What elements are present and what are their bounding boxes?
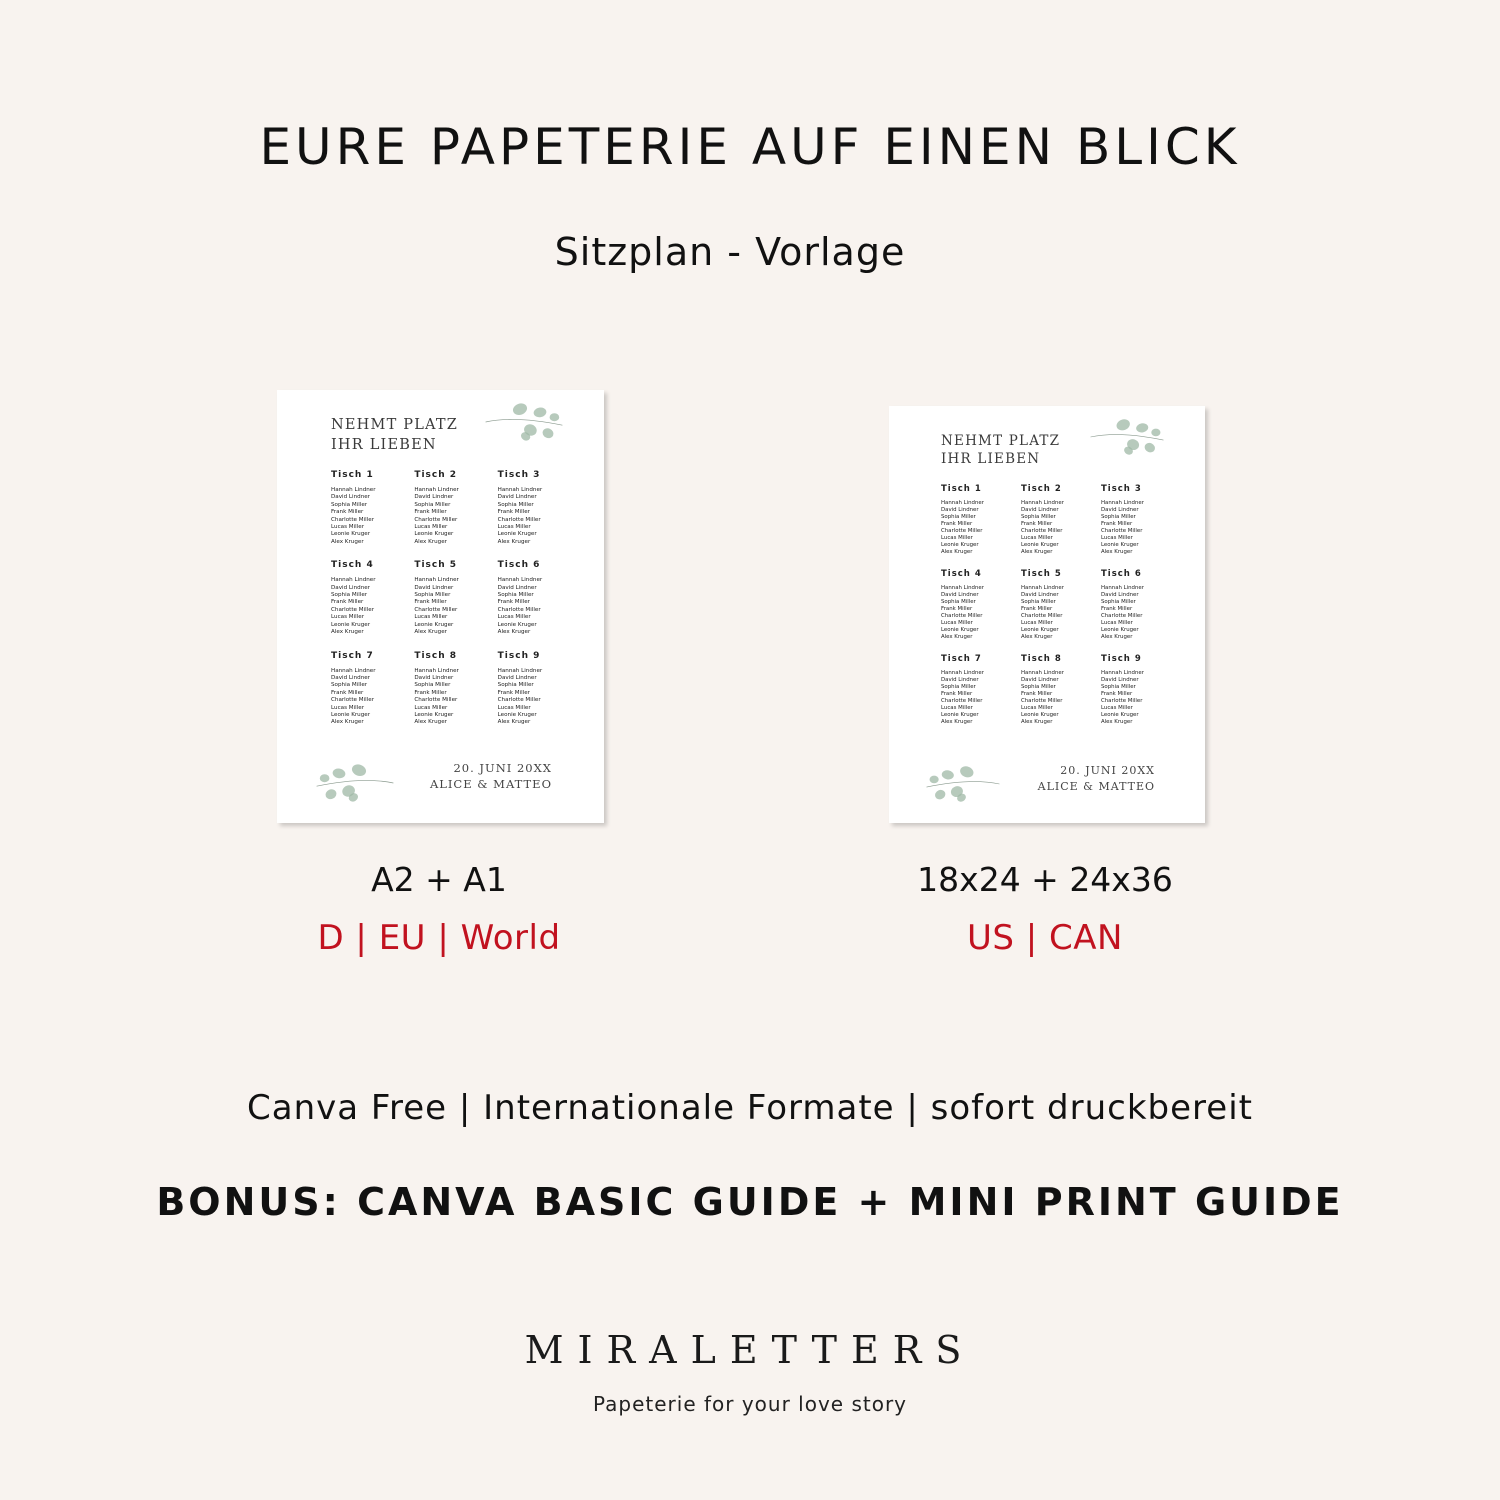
guest-name: Lucas Miller [941,535,973,541]
guest-name: Leonie Kruger [497,621,537,628]
guest-name: Hannah Lindner [497,577,543,584]
guest-name: Lucas Miller [1101,535,1133,541]
guest-name: Charlotte Miller [941,528,983,534]
guest-name: David Lindner [414,674,454,681]
table-title: Tisch 1 [331,470,374,480]
guest-name: David Lindner [941,592,979,598]
guest-name: David Lindner [414,494,454,501]
table-title: Tisch 7 [941,654,982,664]
guest-name: Frank Miller [1021,521,1053,527]
guest-name: Sophia Miller [414,592,451,599]
guest-name: Frank Miller [1101,691,1133,697]
brand-logo: MIRALETTERS [524,1328,976,1372]
table-block [941,654,1021,726]
guest-name: David Lindner [1021,507,1059,513]
table-block [331,651,414,727]
table-block [414,470,497,546]
guest-name: Lucas Miller [497,524,531,531]
table-title: Tisch 9 [497,650,541,661]
table-block [1021,484,1101,556]
guest-name: David Lindner [331,584,370,591]
guest-name: David Lindner [497,584,537,591]
table-block [414,651,497,727]
format-label-us: 18x24 + 24x36 [917,860,1173,899]
guest-name: Sophia Miller [1101,684,1136,690]
guest-name: Frank Miller [1021,606,1053,612]
guest-name: Alex Kruger [331,719,364,726]
guest-name: Charlotte Miller [497,516,541,523]
guest-name: Leonie Kruger [941,627,979,633]
guest-name: Sophia Miller [331,501,368,508]
eucalyptus-branch-icon [484,398,564,446]
guest-name: Frank Miller [331,509,364,516]
guest-name: Leonie Kruger [1021,627,1059,633]
guest-name: Lucas Miller [414,614,448,621]
table-title: Tisch 3 [1101,484,1142,494]
guest-name: Frank Miller [1021,691,1053,697]
guest-name: David Lindner [1101,507,1139,513]
guest-name: Lucas Miller [331,704,364,711]
poster-date: 20. JUNI 20XX [1060,764,1155,778]
guest-name: Hannah Lindner [331,487,376,493]
table-title: Tisch 2 [1021,484,1062,494]
guest-name: David Lindner [497,494,537,501]
guest-name: Hannah Lindner [941,500,984,506]
guest-name: Hannah Lindner [1101,585,1144,591]
poster-footer [430,760,552,793]
guest-name: Lucas Miller [1021,620,1053,626]
table-title: Tisch 3 [497,470,541,480]
guest-name: Hannah Lindner [497,667,543,674]
region-label-us: US | CAN [967,918,1123,958]
guest-name: Leonie Kruger [331,711,371,718]
poster-heading-line1: NEHMT PLATZ [331,417,459,433]
guest-name: Alex Kruger [331,538,364,545]
table-title: Tisch 6 [1101,569,1142,579]
guest-name: David Lindner [331,494,370,501]
table-title: Tisch 5 [1021,569,1062,579]
table-block [1101,484,1181,556]
guest-name: Sophia Miller [497,682,534,689]
guest-name: Charlotte Miller [1021,698,1063,704]
guest-name: Leonie Kruger [331,621,371,628]
table-title: Tisch 5 [414,560,458,571]
guest-name: Lucas Miller [331,614,364,621]
table-block [1101,569,1181,641]
guest-name: Sophia Miller [1021,599,1056,605]
table-block [1021,569,1101,641]
guest-name: Charlotte Miller [414,516,458,523]
eucalyptus-branch-icon [1089,414,1165,460]
table-block [1101,654,1181,726]
seating-plan-preview-a2-a1 [277,390,604,823]
guest-name: Frank Miller [414,509,447,516]
table-title: Tisch 8 [414,650,458,661]
guest-name: Leonie Kruger [331,531,371,538]
guest-name: Alex Kruger [941,719,973,725]
poster-heading [331,416,458,455]
guest-name: Frank Miller [331,599,364,606]
guest-name: Lucas Miller [1101,620,1133,626]
guest-name: Alex Kruger [414,719,447,726]
guest-name: Leonie Kruger [1021,712,1059,718]
guest-name: Lucas Miller [1101,705,1133,711]
guest-name: David Lindner [414,584,454,591]
guest-name: David Lindner [331,674,370,681]
guest-name: Hannah Lindner [414,487,459,493]
guest-name: Alex Kruger [497,538,531,545]
page-title: EURE PAPETERIE AUF EINEN BLICK [259,118,1241,176]
guest-name: Hannah Lindner [1021,585,1064,591]
guest-name: Charlotte Miller [941,613,983,619]
page-subtitle: Sitzplan - Vorlage [554,230,906,274]
guest-name: Sophia Miller [1101,599,1136,605]
guest-name: Leonie Kruger [414,621,454,628]
table-title: Tisch 4 [331,560,374,571]
guest-name: Leonie Kruger [1101,712,1139,718]
guest-name: Sophia Miller [1021,684,1056,690]
guest-name: David Lindner [1101,592,1139,598]
guest-name: Sophia Miller [331,592,368,599]
guest-name: Sophia Miller [1021,514,1056,520]
guest-name: Hannah Lindner [331,667,376,674]
guest-name: Alex Kruger [414,538,447,545]
guest-name: Charlotte Miller [497,697,541,704]
guest-name: Lucas Miller [414,524,448,531]
guest-name: Sophia Miller [941,684,976,690]
guest-name: Alex Kruger [414,629,447,636]
guest-name: Charlotte Miller [941,698,983,704]
eucalyptus-branch-icon [925,761,1001,807]
guest-name: Frank Miller [497,509,530,516]
guest-name: Frank Miller [414,689,447,696]
guest-name: Hannah Lindner [1021,500,1064,506]
guest-name: Sophia Miller [497,501,534,508]
guest-name: Lucas Miller [1021,705,1053,711]
guest-name: Leonie Kruger [414,711,454,718]
features-line: Canva Free | Internationale Formate | sofort druckbereit [247,1088,1253,1128]
guest-name: Alex Kruger [331,629,364,636]
guest-name: Hannah Lindner [1021,670,1064,676]
guest-name: Hannah Lindner [414,667,459,674]
guest-name: Hannah Lindner [1101,500,1144,506]
guest-name: Alex Kruger [1101,549,1133,555]
table-block [331,470,414,546]
guest-name: Leonie Kruger [941,542,979,548]
guest-name: Sophia Miller [414,682,451,689]
guest-name: Alex Kruger [1101,719,1133,725]
table-title: Tisch 2 [414,470,458,480]
guest-name: Charlotte Miller [497,606,541,613]
table-block [941,484,1021,556]
guest-name: Frank Miller [1101,521,1133,527]
guest-name: Charlotte Miller [414,606,458,613]
guest-name: Frank Miller [941,521,973,527]
guest-name: Alex Kruger [1021,719,1053,725]
guest-name: David Lindner [941,677,979,683]
guest-name: David Lindner [1021,592,1059,598]
guest-name: Charlotte Miller [1021,613,1063,619]
guest-name: Alex Kruger [1021,634,1053,640]
guest-name: Alex Kruger [941,634,973,640]
guest-name: Charlotte Miller [1021,528,1063,534]
guest-name: Leonie Kruger [1021,542,1059,548]
guest-name: Alex Kruger [1101,634,1133,640]
poster-couple: ALICE & MATTEO [1037,780,1155,794]
tables-grid [941,484,1181,726]
bonus-line: BONUS: CANVA BASIC GUIDE + MINI PRINT GUIDE [156,1180,1344,1224]
guest-name: Lucas Miller [331,524,364,531]
guest-name: Leonie Kruger [1101,627,1139,633]
guest-name: Sophia Miller [1101,514,1136,520]
guest-name: Frank Miller [941,606,973,612]
guest-name: Hannah Lindner [1101,670,1144,676]
guest-name: Alex Kruger [497,719,531,726]
guest-name: Charlotte Miller [331,697,374,704]
guest-name: Lucas Miller [414,704,448,711]
guest-name: Charlotte Miller [1101,698,1143,704]
guest-name: Leonie Kruger [414,531,454,538]
table-block [1021,654,1101,726]
poster-date: 20. JUNI 20XX [453,760,552,775]
poster-heading-line2: IHR LIEBEN [941,451,1041,468]
table-title: Tisch 4 [941,569,982,579]
guest-name: David Lindner [941,507,979,513]
guest-name: Leonie Kruger [497,711,537,718]
eucalyptus-branch-icon [315,759,395,807]
guest-name: Alex Kruger [941,549,973,555]
guest-name: Leonie Kruger [941,712,979,718]
guest-name: David Lindner [1021,677,1059,683]
guest-name: Frank Miller [414,599,447,606]
guest-name: Lucas Miller [941,705,973,711]
guest-name: Charlotte Miller [1101,528,1143,534]
guest-name: Charlotte Miller [331,606,374,613]
guest-name: Leonie Kruger [1101,542,1139,548]
guest-name: David Lindner [497,674,537,681]
guest-name: Lucas Miller [941,620,973,626]
guest-name: Hannah Lindner [497,487,543,493]
table-block [331,560,414,636]
guest-name: Frank Miller [497,599,530,606]
guest-name: Sophia Miller [414,501,451,508]
poster-heading [941,432,1060,468]
brand-tagline: Papeterie for your love story [592,1392,908,1416]
guest-name: Frank Miller [941,691,973,697]
tables-grid [331,470,581,727]
table-title: Tisch 9 [1101,654,1142,664]
region-label-eu: D | EU | World [317,918,561,958]
table-block [941,569,1021,641]
poster-heading-line2: IHR LIEBEN [331,436,437,453]
table-title: Tisch 8 [1021,654,1062,664]
guest-name: Alex Kruger [497,629,531,636]
guest-name: Alex Kruger [1021,549,1053,555]
guest-name: Lucas Miller [1021,535,1053,541]
table-block [498,651,581,727]
table-block [498,560,581,636]
table-title: Tisch 1 [941,484,982,494]
guest-name: Hannah Lindner [941,585,984,591]
guest-name: Hannah Lindner [331,577,376,584]
guest-name: Hannah Lindner [941,670,984,676]
table-block [414,560,497,636]
guest-name: Frank Miller [331,689,364,696]
guest-name: Frank Miller [1101,606,1133,612]
guest-name: Sophia Miller [497,592,534,599]
guest-name: Charlotte Miller [1101,613,1143,619]
guest-name: Hannah Lindner [414,577,459,584]
guest-name: Lucas Miller [497,614,531,621]
format-label-eu: A2 + A1 [371,860,507,899]
guest-name: Sophia Miller [941,514,976,520]
guest-name: Charlotte Miller [414,697,458,704]
poster-footer [1038,763,1155,795]
guest-name: Sophia Miller [941,599,976,605]
guest-name: David Lindner [1101,677,1139,683]
guest-name: Sophia Miller [331,682,368,689]
guest-name: Lucas Miller [497,704,531,711]
seating-plan-preview-us [889,406,1205,823]
guest-name: Charlotte Miller [331,516,374,523]
guest-name: Leonie Kruger [497,531,537,538]
guest-name: Frank Miller [497,689,530,696]
poster-heading-line1: NEHMT PLATZ [941,433,1061,449]
table-block [498,470,581,546]
table-title: Tisch 7 [331,650,374,661]
poster-couple: ALICE & MATTEO [429,777,552,792]
table-title: Tisch 6 [497,560,541,571]
